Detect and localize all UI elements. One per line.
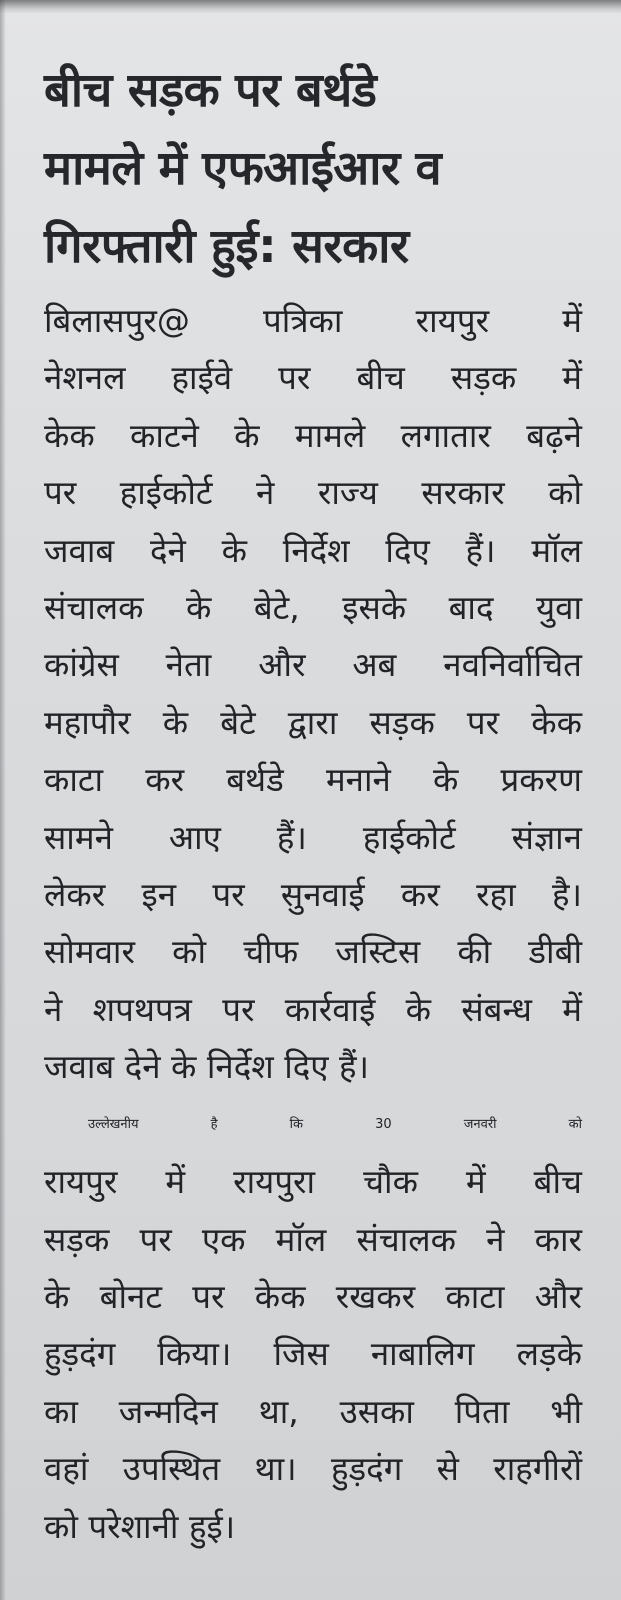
text-line: हुड़दंग किया। जिस नाबालिग लड़के bbox=[44, 1334, 582, 1374]
text-line: लेकर इन पर सुनवाई कर रहा है। bbox=[44, 875, 582, 915]
article-body bbox=[44, 292, 582, 1555]
text-line: जवाब देने के निर्देश दिए हैं। bbox=[44, 1047, 370, 1087]
text-line: उल्लेखनीय है कि 30 जनवरी को bbox=[88, 1116, 582, 1132]
text-line: केक काटने के मामले लगातार बढ़ने bbox=[44, 415, 582, 455]
headline bbox=[44, 52, 582, 286]
headline-line: बीच सड़क पर बर्थडे bbox=[44, 63, 377, 118]
text-line: ने शपथपत्र पर कार्रवाई के संबन्ध में bbox=[44, 989, 582, 1029]
text-line: सोमवार को चीफ जस्टिस की डीबी bbox=[44, 932, 582, 972]
text-line: नेशनल हाईवे पर बीच सड़क में bbox=[44, 358, 582, 398]
headline-line: मामले में एफआईआर व bbox=[44, 141, 442, 196]
text-line: कांग्रेस नेता और अब नवनिर्वाचित bbox=[44, 645, 582, 685]
previous-column-bleed bbox=[0, 0, 621, 14]
text-line: सामने आए हैं। हाईकोर्ट संज्ञान bbox=[44, 817, 582, 857]
text-line: के बोनट पर केक रखकर काटा और bbox=[44, 1276, 582, 1316]
text-line: काटा कर बर्थडे मनाने के प्रकरण bbox=[44, 760, 582, 800]
text-line: का जन्मदिन था, उसका पिता भी bbox=[44, 1391, 582, 1431]
text-line: सड़क पर एक मॉल संचालक ने कार bbox=[44, 1219, 582, 1259]
text-line: वहां उपस्थित था। हुड़दंग से राहगीरों bbox=[44, 1449, 582, 1489]
text-line: जवाब देने के निर्देश दिए हैं। मॉल bbox=[44, 530, 582, 570]
news-article bbox=[44, 52, 582, 1555]
text-line: बिलासपुर@ पत्रिका रायपुर में bbox=[44, 301, 582, 340]
paragraph-2 bbox=[44, 1096, 582, 1555]
paragraph-1 bbox=[44, 292, 582, 1096]
text-line: संचालक के बेटे, इसके बाद युवा bbox=[44, 588, 582, 628]
text-line: पर हाईकोर्ट ने राज्य सरकार को bbox=[44, 473, 582, 513]
headline-line: गिरफ्तारी हुई: सरकार bbox=[44, 219, 409, 274]
text-line: रायपुर में रायपुरा चौक में बीच bbox=[44, 1162, 582, 1202]
paper-edge-shadow bbox=[0, 0, 6, 1600]
text-line: महापौर के बेटे द्वारा सड़क पर केक bbox=[44, 702, 582, 742]
text-line: को परेशानी हुई। bbox=[44, 1506, 236, 1546]
